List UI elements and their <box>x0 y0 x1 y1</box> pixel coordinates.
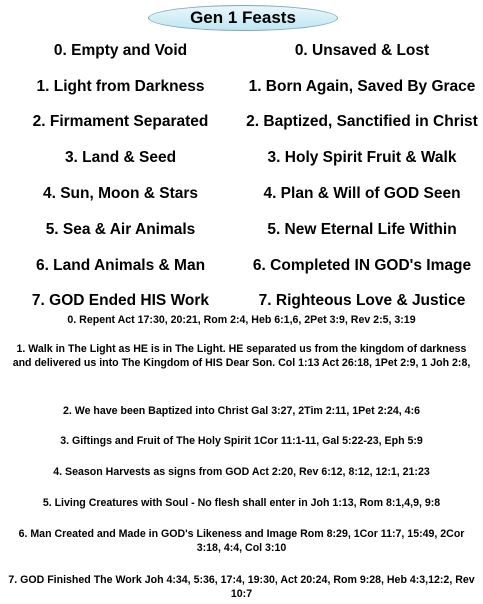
day-label: 0. Empty and Void <box>53 41 188 59</box>
day-label: 6. Land Animals & Man <box>35 256 206 274</box>
title-text: Gen 1 Feasts <box>190 8 296 27</box>
meaning-label: 3. Holy Spirit Fruit & Walk <box>267 149 457 167</box>
pair-row <box>0 140 483 176</box>
scripture-references <box>0 313 483 603</box>
meaning-label: 1. Born Again, Saved By Grace <box>248 77 476 95</box>
feast-pairs-table <box>0 33 483 319</box>
meaning-label: 4. Plan & Will of GOD Seen <box>263 185 461 203</box>
meaning-label: 0. Unsaved & Lost <box>294 41 430 59</box>
day-label: 1. Light from Darkness <box>36 77 205 95</box>
reference-item: 1. Walk in The Light as HE is in The Light. HE separated us from the kingdom of darkness and delivered us into The Kingdom of HIS Dear Son. Col 1:13 Act 26:18, 1Pet 2:9, 1 Joh 2:8, <box>12 343 471 369</box>
meaning-label: 7. Righteous Love & Justice <box>258 292 466 310</box>
day-label: 2. Firmament Separated <box>32 113 209 131</box>
reference-item: 6. Man Created and Made in GOD's Likeness and Image Rom 8:29, 1Cor 11:7, 15:49, 2Cor 3:18, 4:4, Col 3:10 <box>18 528 465 554</box>
reference-item: 7. GOD Finished The Work Joh 4:34, 5:36, 17:4, 19:30, Act 20:24, Rom 9:28, Heb 4:3,12:2, Rev 10:7 <box>8 574 475 600</box>
meaning-label: 2. Baptized, Sanctified in Christ <box>246 113 478 131</box>
day-label: 5. Sea & Air Animals <box>45 220 196 238</box>
reference-item: 0. Repent Act 17:30, 20:21, Rom 2:4, Heb 6:1,6, 2Pet 3:9, Rev 2:5, 3:19 <box>67 314 416 326</box>
day-label: 3. Land & Seed <box>64 149 177 167</box>
meaning-label: 5. New Eternal Life Within <box>267 220 457 238</box>
reference-item: 4. Season Harvests as signs from GOD Act 2:20, Rev 6:12, 8:12, 12:1, 21:23 <box>53 466 430 478</box>
pair-row <box>0 176 483 212</box>
pair-row <box>0 33 483 69</box>
page-title <box>148 5 338 31</box>
pair-row <box>0 69 483 105</box>
meaning-label: 6. Completed IN GOD's Image <box>252 256 472 274</box>
reference-item: 5. Living Creatures with Soul - No flesh shall enter in Joh 1:13, Rom 8:1,4,9, 9:8 <box>42 497 441 509</box>
day-label: 7. GOD Ended HIS Work <box>31 292 210 310</box>
pair-row <box>0 105 483 141</box>
reference-item: 2. We have been Baptized into Christ Gal 3:27, 2Tim 2:11, 1Pet 2:24, 4:6 <box>63 405 420 417</box>
pair-row <box>0 248 483 284</box>
day-label: 4. Sun, Moon & Stars <box>42 185 198 203</box>
pair-row <box>0 212 483 248</box>
reference-item: 3. Giftings and Fruit of The Holy Spirit 1Cor 11:1-11, Gal 5:22-23, Eph 5:9 <box>60 435 423 447</box>
